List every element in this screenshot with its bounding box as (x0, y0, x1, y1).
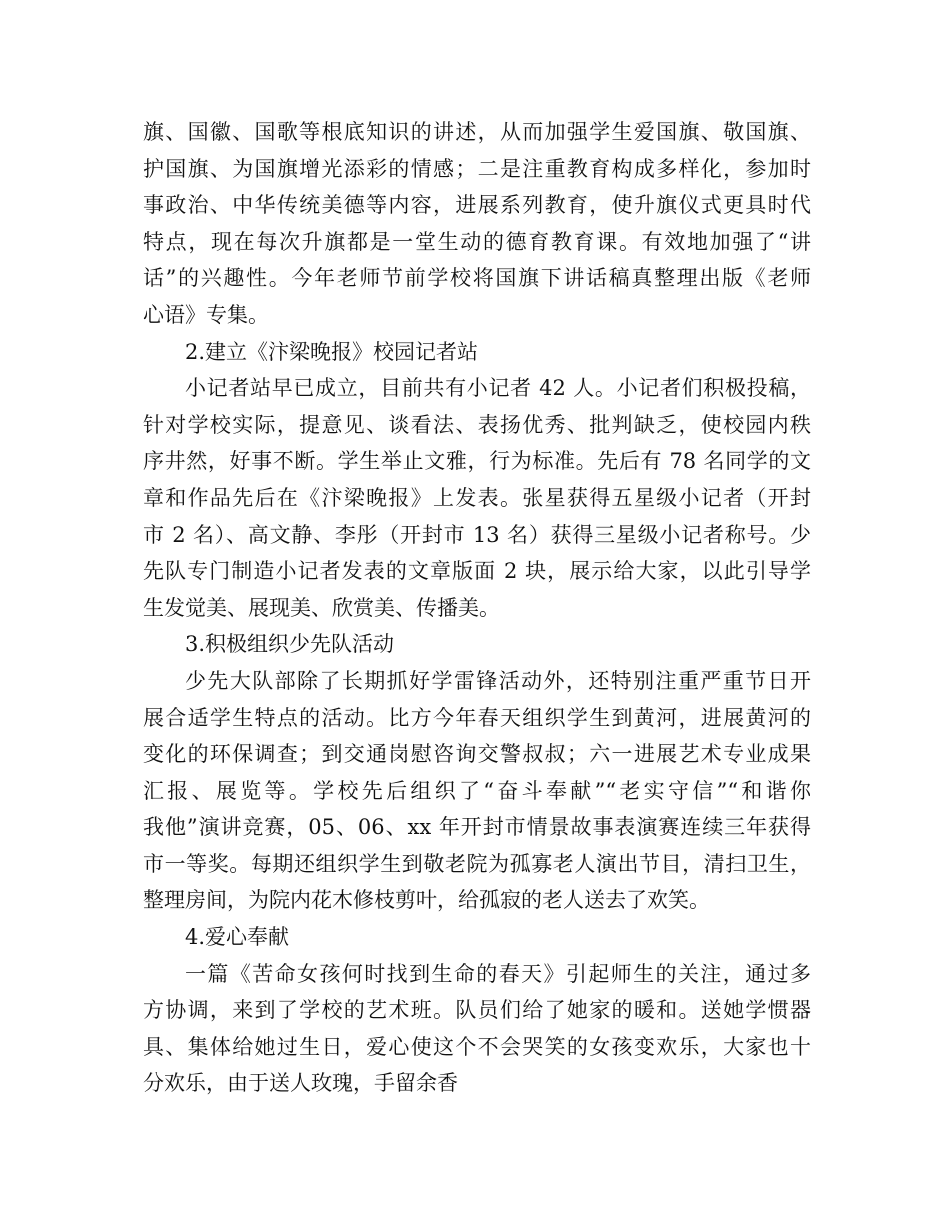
text-line: 分欢乐，由于送人玫瑰，手留余香 (143, 1071, 458, 1096)
text-line: 特点，现在每次升旗都是一堂生动的德育教育课。有效地加强了“讲 (143, 229, 811, 254)
text-line: 4.爱心奉献 (185, 925, 290, 950)
text-line: 2.建立《汴梁晚报》校园记者站 (185, 339, 479, 364)
text-line: 少先大队部除了长期抓好学雷锋活动外，还特别注重严重节日开 (185, 668, 811, 693)
document-body (143, 114, 811, 1102)
text-line: 护国旗、为国旗增光添彩的情感；二是注重教育构成多样化，参加时 (143, 156, 811, 181)
text-line: 心语》专集。 (143, 302, 269, 327)
text-line: 展合适学生特点的活动。比方今年春天组织学生到黄河，进展黄河的 (143, 705, 811, 730)
text-line: 整理房间，为院内花木修枝剪叶，给孤寂的老人送去了欢笑。 (143, 888, 710, 913)
text-line: 一篇《苦命女孩何时找到生命的春天》引起师生的关注，通过多 (185, 961, 811, 986)
text-line: 具、集体给她过生日，爱心使这个不会哭笑的女孩变欢乐，大家也十 (143, 1034, 811, 1059)
text-line: 事政治、中华传统美德等内容，进展系列教育，使升旗仪式更具时代 (143, 193, 811, 218)
text-line: 3.积极组织少先队活动 (185, 632, 395, 657)
text-line: 先队专门制造小记者发表的文章版面 2 块，展示给大家，以此引导学 (143, 559, 811, 584)
text-line: 话”的兴趣性。今年老师节前学校将国旗下讲话稿真整理出版《老师 (143, 266, 811, 291)
text-line: 章和作品先后在《汴梁晚报》上发表。张星获得五星级小记者（开封 (143, 485, 811, 510)
text-line: 生发觉美、展现美、欣赏美、传播美。 (143, 595, 500, 620)
text-line: 针对学校实际，提意见、谈看法、表扬优秀、批判缺乏，使校园内秩 (143, 412, 811, 437)
text-line: 小记者站早已成立，目前共有小记者 42 人。小记者们积极投稿， (185, 376, 811, 401)
text-line: 市一等奖。每期还组织学生到敬老院为孤寡老人演出节目，清扫卫生， (143, 851, 811, 876)
text-line: 变化的环保调查；到交通岗慰咨询交警叔叔；六一进展艺术专业成果 (143, 742, 811, 767)
text-line: 方协调，来到了学校的艺术班。队员们给了她家的暖和。送她学惯器 (143, 998, 811, 1023)
text-line: 市 2 名）、高文静、李彤（开封市 13 名）获得三星级小记者称号。少 (143, 522, 811, 547)
text-line: 我他”演讲竞赛，05、06、xx 年开封市情景故事表演赛连续三年获得 (143, 815, 811, 840)
text-line: 旗、国徽、国歌等根底知识的讲述，从而加强学生爱国旗、敬国旗、 (143, 120, 811, 144)
text-line: 序井然，好事不断。学生举止文雅，行为标准。先后有 78 名同学的文 (143, 449, 811, 474)
text-line: 汇报、展览等。学校先后组织了“奋斗奉献”“老实守信”“和谐你 (143, 778, 811, 803)
